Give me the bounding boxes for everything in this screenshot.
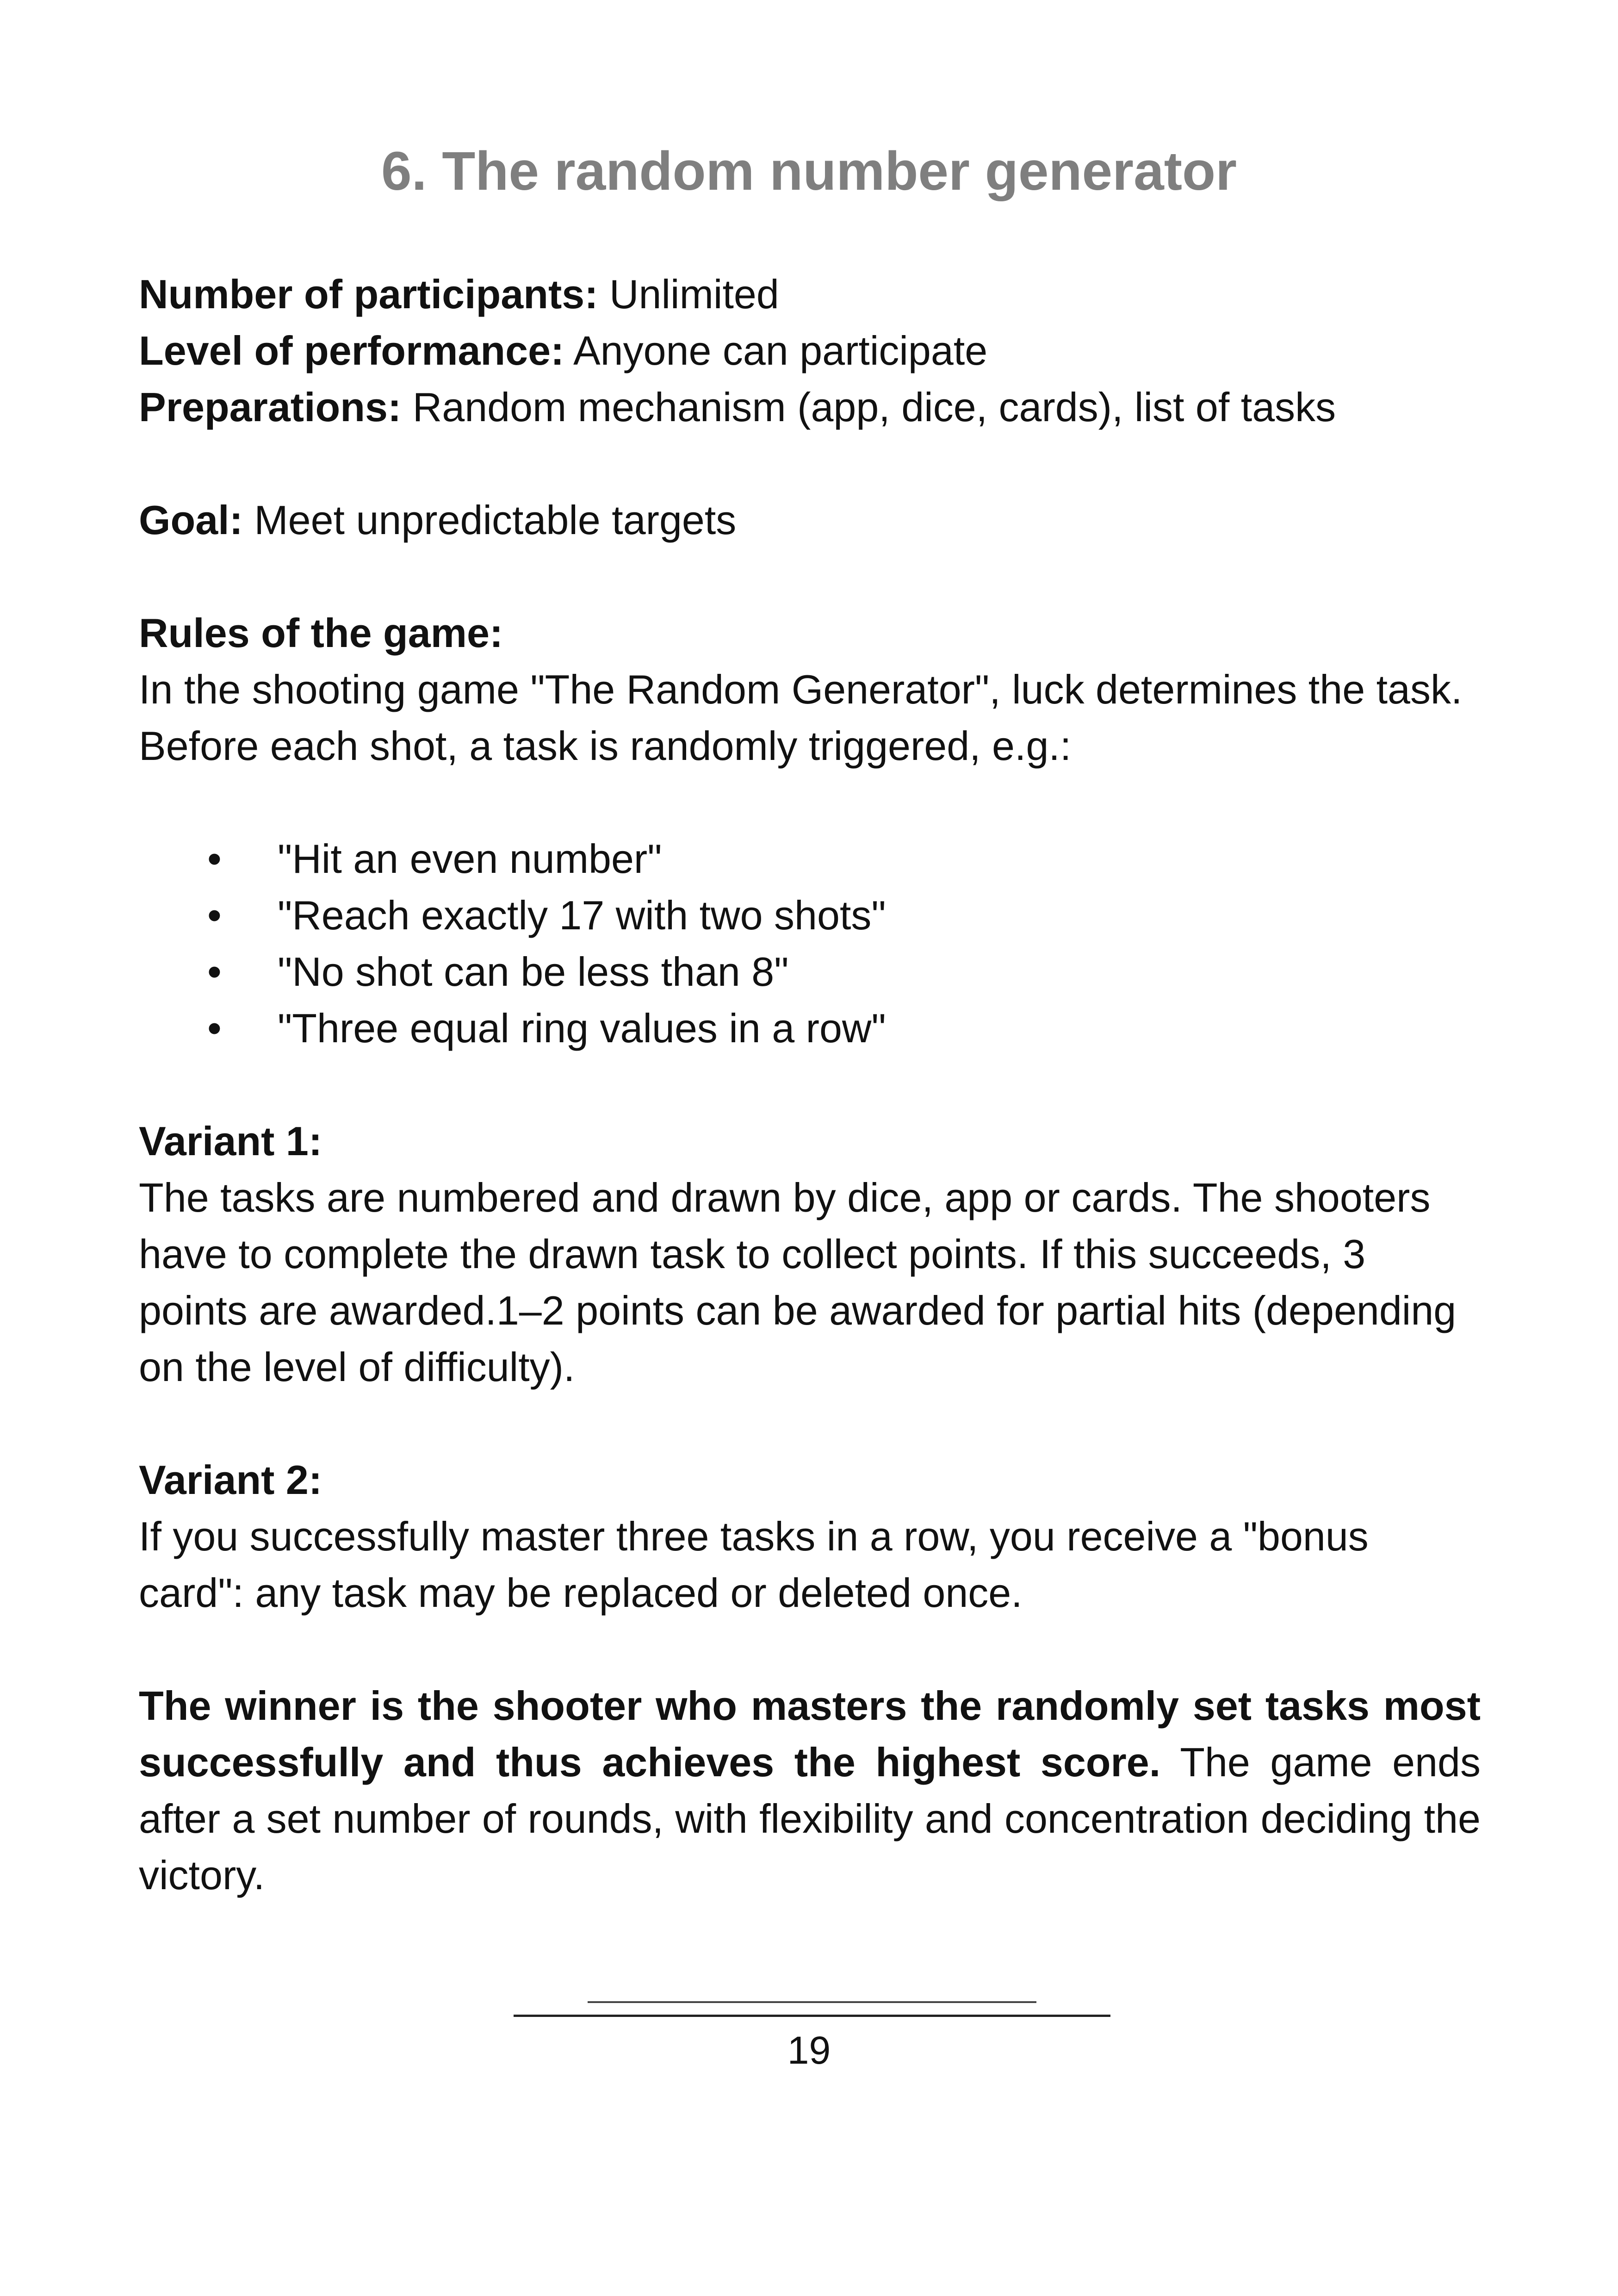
- footer-divider: [514, 2015, 1110, 2017]
- bullet-icon: •: [207, 836, 222, 882]
- winner-statement: The winner is the shooter who masters the randomly set tasks most successfully and thus achieves the highest score.: [139, 1683, 1481, 1785]
- performance-label: Level of performance:: [139, 328, 564, 373]
- list-item: [139, 944, 1481, 1000]
- list-item: [139, 831, 1481, 887]
- goal-label: Goal:: [139, 497, 243, 543]
- variant1-text: The tasks are numbered and drawn by dice, app or cards. The shooters have to complete the drawn task to collect points. If this succeeds, 3 points are awarded.1–2 points can be awarded for partial hits (depending on the level of difficulty).: [139, 1175, 1457, 1390]
- list-item: [139, 887, 1481, 944]
- list-item-text: "No shot can be less than 8": [278, 949, 789, 995]
- list-item-text: "Three equal ring values in a row": [278, 1005, 886, 1051]
- bullet-icon: •: [207, 892, 222, 938]
- task-list: [139, 831, 1481, 1057]
- page-title: 6. The random number generator: [381, 141, 1237, 202]
- goal-value: Meet unpredictable targets: [242, 497, 737, 543]
- variant1-heading: Variant 1:: [139, 1118, 322, 1164]
- bullet-icon: •: [207, 949, 222, 995]
- performance-value: Anyone can participate: [564, 328, 988, 373]
- spacer: [139, 1621, 1481, 1678]
- rules-text: In the shooting game "The Random Generator", luck determines the task. Before each shot, a task is randomly triggered, e.g.:: [139, 666, 1463, 769]
- preparations-value: Random mechanism (app, dice, cards), list of tasks: [401, 384, 1336, 430]
- rules-heading: Rules of the game:: [139, 610, 503, 656]
- participants-value: Unlimited: [598, 271, 779, 317]
- game-description: [139, 266, 1481, 1904]
- variant2-text: If you successfully master three tasks in a row, you receive a "bonus card": any task may be replaced or deleted once.: [139, 1513, 1369, 1616]
- spacer: [139, 436, 1481, 492]
- list-item: [139, 1000, 1481, 1057]
- footer-divider: [588, 2001, 1036, 2003]
- spacer: [139, 1057, 1481, 1113]
- preparations-label: Preparations:: [139, 384, 402, 430]
- preparations-line: [139, 379, 1481, 436]
- spacer: [139, 1395, 1481, 1452]
- conclusion-text: The game ends after a set number of rounds, with flexibility and concentration deciding the victory.: [139, 1739, 1481, 1898]
- conclusion-paragraph: [139, 1678, 1481, 1904]
- spacer: [139, 548, 1481, 605]
- spacer: [139, 774, 1481, 831]
- participants-line: [139, 266, 1481, 323]
- performance-line: [139, 323, 1481, 379]
- participants-label: Number of participants:: [139, 271, 598, 317]
- variant2-heading: Variant 2:: [139, 1457, 322, 1503]
- bullet-icon: •: [207, 1005, 222, 1051]
- page-number: 19: [787, 2028, 831, 2072]
- list-item-text: "Hit an even number": [278, 836, 662, 882]
- list-item-text: "Reach exactly 17 with two shots": [278, 892, 886, 938]
- goal-line: [139, 492, 1481, 548]
